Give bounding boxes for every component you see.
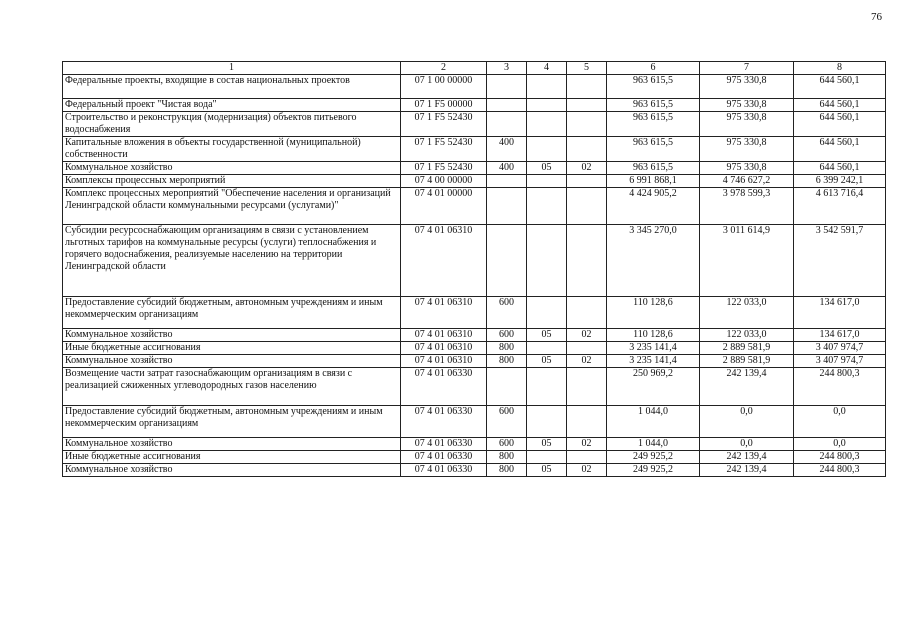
section-code-cell bbox=[527, 451, 567, 464]
amount-column-6-cell: 250 969,2 bbox=[607, 368, 700, 406]
expense-type-cell bbox=[487, 75, 527, 99]
expense-type-cell bbox=[487, 175, 527, 188]
budget-table bbox=[62, 61, 886, 477]
expense-type-cell: 600 bbox=[487, 438, 527, 451]
amount-column-7-cell: 0,0 bbox=[700, 438, 794, 451]
expense-type-cell: 600 bbox=[487, 406, 527, 438]
column-header: 6 bbox=[607, 62, 700, 75]
amount-column-7-cell: 122 033,0 bbox=[700, 297, 794, 329]
amount-column-6-cell: 963 615,5 bbox=[607, 137, 700, 162]
target-article-code-cell: 07 4 01 06330 bbox=[401, 438, 487, 451]
row-name-cell: Коммунальное хозяйство bbox=[63, 464, 401, 477]
target-article-code-cell: 07 4 01 06310 bbox=[401, 355, 487, 368]
row-name-cell: Иные бюджетные ассигнования bbox=[63, 342, 401, 355]
section-code-cell bbox=[527, 406, 567, 438]
amount-column-8-cell: 644 560,1 bbox=[794, 75, 886, 99]
section-code-cell bbox=[527, 188, 567, 225]
subsection-code-cell bbox=[567, 451, 607, 464]
subsection-code-cell bbox=[567, 297, 607, 329]
table-row bbox=[63, 464, 886, 477]
table-row bbox=[63, 342, 886, 355]
subsection-code-cell bbox=[567, 75, 607, 99]
section-code-cell bbox=[527, 75, 567, 99]
subsection-code-cell: 02 bbox=[567, 355, 607, 368]
amount-column-7-cell: 242 139,4 bbox=[700, 451, 794, 464]
column-header: 1 bbox=[63, 62, 401, 75]
column-header: 2 bbox=[401, 62, 487, 75]
target-article-code-cell: 07 1 00 00000 bbox=[401, 75, 487, 99]
column-header: 8 bbox=[794, 62, 886, 75]
subsection-code-cell: 02 bbox=[567, 329, 607, 342]
amount-column-6-cell: 6 991 868,1 bbox=[607, 175, 700, 188]
section-code-cell bbox=[527, 297, 567, 329]
expense-type-cell: 800 bbox=[487, 355, 527, 368]
amount-column-8-cell: 644 560,1 bbox=[794, 99, 886, 112]
amount-column-6-cell: 3 235 141,4 bbox=[607, 355, 700, 368]
amount-column-8-cell: 244 800,3 bbox=[794, 464, 886, 477]
row-name-cell: Коммунальное хозяйство bbox=[63, 329, 401, 342]
amount-column-8-cell: 134 617,0 bbox=[794, 297, 886, 329]
table-row bbox=[63, 188, 886, 225]
row-name-cell: Коммунальное хозяйство bbox=[63, 162, 401, 175]
subsection-code-cell bbox=[567, 112, 607, 137]
amount-column-6-cell: 3 235 141,4 bbox=[607, 342, 700, 355]
row-name-cell: Предоставление субсидий бюджетным, автономным учреждениям и иным некоммерческим организациям bbox=[63, 297, 401, 329]
column-header: 4 bbox=[527, 62, 567, 75]
section-code-cell bbox=[527, 112, 567, 137]
expense-type-cell bbox=[487, 112, 527, 137]
amount-column-6-cell: 110 128,6 bbox=[607, 329, 700, 342]
table-row bbox=[63, 162, 886, 175]
table-row bbox=[63, 99, 886, 112]
table-row bbox=[63, 368, 886, 406]
column-number-header-row bbox=[63, 62, 886, 75]
subsection-code-cell bbox=[567, 175, 607, 188]
section-code-cell bbox=[527, 342, 567, 355]
amount-column-8-cell: 644 560,1 bbox=[794, 137, 886, 162]
amount-column-8-cell: 244 800,3 bbox=[794, 368, 886, 406]
row-name-cell: Коммунальное хозяйство bbox=[63, 355, 401, 368]
target-article-code-cell: 07 1 F5 52430 bbox=[401, 162, 487, 175]
amount-column-8-cell: 134 617,0 bbox=[794, 329, 886, 342]
column-header: 5 bbox=[567, 62, 607, 75]
section-code-cell: 05 bbox=[527, 162, 567, 175]
amount-column-6-cell: 110 128,6 bbox=[607, 297, 700, 329]
section-code-cell bbox=[527, 137, 567, 162]
row-name-cell: Капитальные вложения в объекты государственной (муниципальной) собственности bbox=[63, 137, 401, 162]
row-name-cell: Предоставление субсидий бюджетным, автономным учреждениям и иным некоммерческим организациям bbox=[63, 406, 401, 438]
target-article-code-cell: 07 4 01 06310 bbox=[401, 225, 487, 297]
table-row bbox=[63, 297, 886, 329]
row-name-cell: Коммунальное хозяйство bbox=[63, 438, 401, 451]
target-article-code-cell: 07 4 01 06310 bbox=[401, 297, 487, 329]
expense-type-cell bbox=[487, 188, 527, 225]
row-name-cell: Возмещение части затрат газоснабжающим организациям в связи с реализацией сжиженных углеводородных газов населению bbox=[63, 368, 401, 406]
amount-column-8-cell: 3 407 974,7 bbox=[794, 342, 886, 355]
subsection-code-cell bbox=[567, 406, 607, 438]
row-name-cell: Строительство и реконструкция (модернизация) объектов питьевого водоснабжения bbox=[63, 112, 401, 137]
amount-column-6-cell: 963 615,5 bbox=[607, 112, 700, 137]
expense-type-cell bbox=[487, 225, 527, 297]
amount-column-8-cell: 3 407 974,7 bbox=[794, 355, 886, 368]
amount-column-8-cell: 0,0 bbox=[794, 438, 886, 451]
section-code-cell: 05 bbox=[527, 329, 567, 342]
section-code-cell: 05 bbox=[527, 438, 567, 451]
amount-column-7-cell: 0,0 bbox=[700, 406, 794, 438]
section-code-cell bbox=[527, 99, 567, 112]
subsection-code-cell bbox=[567, 137, 607, 162]
table-row bbox=[63, 406, 886, 438]
amount-column-6-cell: 249 925,2 bbox=[607, 451, 700, 464]
expense-type-cell: 800 bbox=[487, 342, 527, 355]
table-row bbox=[63, 175, 886, 188]
column-header: 7 bbox=[700, 62, 794, 75]
table-row bbox=[63, 451, 886, 464]
amount-column-7-cell: 975 330,8 bbox=[700, 112, 794, 137]
table-row bbox=[63, 329, 886, 342]
amount-column-7-cell: 2 889 581,9 bbox=[700, 355, 794, 368]
amount-column-6-cell: 4 424 905,2 bbox=[607, 188, 700, 225]
expense-type-cell: 800 bbox=[487, 464, 527, 477]
expense-type-cell: 800 bbox=[487, 451, 527, 464]
row-name-cell: Федеральные проекты, входящие в состав национальных проектов bbox=[63, 75, 401, 99]
table-row bbox=[63, 355, 886, 368]
row-name-cell: Иные бюджетные ассигнования bbox=[63, 451, 401, 464]
table-row bbox=[63, 112, 886, 137]
section-code-cell: 05 bbox=[527, 464, 567, 477]
target-article-code-cell: 07 1 F5 52430 bbox=[401, 137, 487, 162]
target-article-code-cell: 07 4 01 06330 bbox=[401, 406, 487, 438]
target-article-code-cell: 07 4 00 00000 bbox=[401, 175, 487, 188]
subsection-code-cell: 02 bbox=[567, 162, 607, 175]
section-code-cell bbox=[527, 368, 567, 406]
row-name-cell: Комплекс процессных мероприятий "Обеспечение населения и организаций Ленинградской области коммунальными ресурсами (услугами)" bbox=[63, 188, 401, 225]
expense-type-cell bbox=[487, 99, 527, 112]
amount-column-6-cell: 3 345 270,0 bbox=[607, 225, 700, 297]
row-name-cell: Субсидии ресурсоснабжающим организациям в связи с установлением льготных тарифов на коммунальные ресурсы (услуги) теплоснабжения и горячего водоснабжения, реализуемые населению на территории Ленинградской области bbox=[63, 225, 401, 297]
amount-column-7-cell: 242 139,4 bbox=[700, 464, 794, 477]
amount-column-6-cell: 1 044,0 bbox=[607, 406, 700, 438]
row-name-cell: Комплексы процессных мероприятий bbox=[63, 175, 401, 188]
target-article-code-cell: 07 4 01 06310 bbox=[401, 329, 487, 342]
page-number: 76 bbox=[871, 11, 882, 23]
target-article-code-cell: 07 4 01 06310 bbox=[401, 342, 487, 355]
amount-column-8-cell: 6 399 242,1 bbox=[794, 175, 886, 188]
section-code-cell: 05 bbox=[527, 355, 567, 368]
amount-column-6-cell: 963 615,5 bbox=[607, 162, 700, 175]
amount-column-7-cell: 3 011 614,9 bbox=[700, 225, 794, 297]
amount-column-8-cell: 0,0 bbox=[794, 406, 886, 438]
amount-column-6-cell: 963 615,5 bbox=[607, 99, 700, 112]
subsection-code-cell bbox=[567, 342, 607, 355]
table-row bbox=[63, 137, 886, 162]
table-row bbox=[63, 438, 886, 451]
expense-type-cell: 400 bbox=[487, 162, 527, 175]
amount-column-8-cell: 3 542 591,7 bbox=[794, 225, 886, 297]
amount-column-7-cell: 975 330,8 bbox=[700, 99, 794, 112]
amount-column-7-cell: 975 330,8 bbox=[700, 162, 794, 175]
amount-column-6-cell: 249 925,2 bbox=[607, 464, 700, 477]
expense-type-cell: 400 bbox=[487, 137, 527, 162]
row-name-cell: Федеральный проект "Чистая вода" bbox=[63, 99, 401, 112]
column-header: 3 bbox=[487, 62, 527, 75]
target-article-code-cell: 07 1 F5 52430 bbox=[401, 112, 487, 137]
table-row bbox=[63, 75, 886, 99]
section-code-cell bbox=[527, 225, 567, 297]
amount-column-7-cell: 975 330,8 bbox=[700, 75, 794, 99]
subsection-code-cell bbox=[567, 99, 607, 112]
subsection-code-cell: 02 bbox=[567, 438, 607, 451]
subsection-code-cell bbox=[567, 188, 607, 225]
target-article-code-cell: 07 4 01 06330 bbox=[401, 368, 487, 406]
amount-column-7-cell: 975 330,8 bbox=[700, 137, 794, 162]
subsection-code-cell: 02 bbox=[567, 464, 607, 477]
amount-column-7-cell: 4 746 627,2 bbox=[700, 175, 794, 188]
subsection-code-cell bbox=[567, 225, 607, 297]
expense-type-cell: 600 bbox=[487, 297, 527, 329]
amount-column-7-cell: 242 139,4 bbox=[700, 368, 794, 406]
amount-column-8-cell: 244 800,3 bbox=[794, 451, 886, 464]
amount-column-7-cell: 2 889 581,9 bbox=[700, 342, 794, 355]
amount-column-8-cell: 644 560,1 bbox=[794, 112, 886, 137]
amount-column-8-cell: 644 560,1 bbox=[794, 162, 886, 175]
amount-column-7-cell: 3 978 599,3 bbox=[700, 188, 794, 225]
target-article-code-cell: 07 4 01 06330 bbox=[401, 451, 487, 464]
section-code-cell bbox=[527, 175, 567, 188]
target-article-code-cell: 07 1 F5 00000 bbox=[401, 99, 487, 112]
expense-type-cell: 600 bbox=[487, 329, 527, 342]
target-article-code-cell: 07 4 01 06330 bbox=[401, 464, 487, 477]
expense-type-cell bbox=[487, 368, 527, 406]
amount-column-6-cell: 1 044,0 bbox=[607, 438, 700, 451]
table-row bbox=[63, 225, 886, 297]
amount-column-6-cell: 963 615,5 bbox=[607, 75, 700, 99]
amount-column-8-cell: 4 613 716,4 bbox=[794, 188, 886, 225]
target-article-code-cell: 07 4 01 00000 bbox=[401, 188, 487, 225]
subsection-code-cell bbox=[567, 368, 607, 406]
amount-column-7-cell: 122 033,0 bbox=[700, 329, 794, 342]
